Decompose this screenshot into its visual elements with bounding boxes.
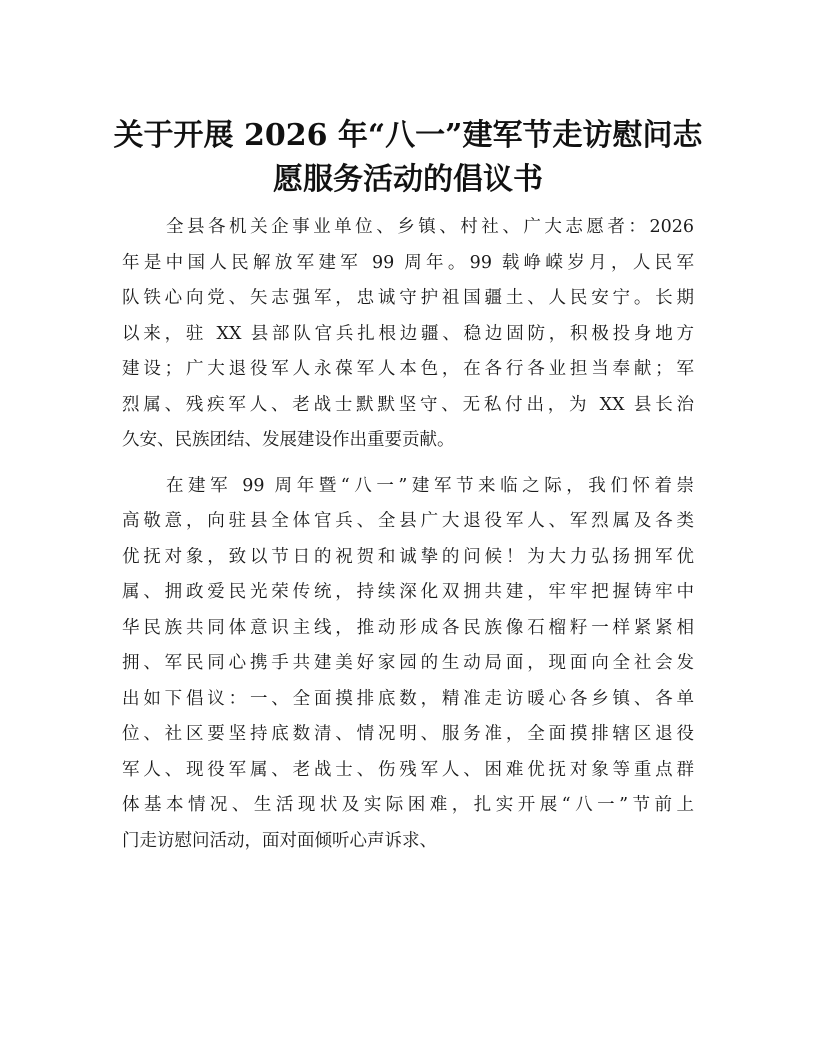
text-line: 体基本情况、生活现状及实际困难，扎实开展“八一”节前上 — [122, 795, 694, 815]
text-line: 在建军 99 周年暨“八一”建军节来临之际，我们怀着崇 — [166, 475, 694, 496]
text-line: 优抚对象，致以节日的祝贺和诚挚的问候！为大力弘扬拥军优 — [122, 546, 694, 567]
text-line: 位、社区要坚持底数清、情况明、服务准，全面摸排辖区退役 — [122, 724, 694, 744]
text-line: 队铁心向党、矢志强军，忠诚守护祖国疆土、人民安宁。长期 — [122, 288, 694, 308]
text-line: 烈属、残疾军人、老战士默默坚守、无私付出，为 XX 县长治 — [122, 394, 694, 415]
text-line: 建设；广大退役军人永葆军人本色，在各行各业担当奉献；军 — [122, 359, 694, 379]
text-line: 门走访慰问活动，面对面倾听心声诉求、 — [122, 830, 437, 851]
document-body — [122, 210, 694, 859]
text-line: 军人、现役军属、老战士、伤残军人、困难优抚对象等重点群 — [122, 759, 694, 780]
text-line: 高敬意，向驻县全体官兵、全县广大退役军人、军烈属及各类 — [122, 511, 694, 531]
title-line: 关于开展 2026 年“八一”建军节走访慰问志 — [113, 118, 703, 153]
text-line: 全县各机关企事业单位、乡镇、村社、广大志愿者：2026 — [166, 217, 694, 237]
text-line: 年是中国人民解放军建军 99 周年。99 载峥嵘岁月，人民军 — [122, 252, 694, 273]
title-line: 愿服务活动的倡议书 — [273, 162, 543, 197]
paragraph-intro — [122, 210, 694, 459]
document-title — [100, 114, 716, 202]
text-line: 以来，驻 XX 县部队官兵扎根边疆、稳边固防，积极投身地方 — [122, 323, 694, 344]
text-line: 出如下倡议：一、全面摸排底数，精准走访暖心各乡镇、各单 — [122, 688, 694, 709]
text-line: 拥、军民同心携手共建美好家园的生动局面，现面向全社会发 — [122, 653, 694, 673]
text-line: 属、拥政爱民光荣传统，持续深化双拥共建，牢牢把握铸牢中 — [122, 582, 694, 602]
text-line: 久安、民族团结、发展建设作出重要贡献。 — [122, 430, 455, 450]
text-line: 华民族共同体意识主线，推动形成各民族像石榴籽一样紧紧相 — [122, 617, 694, 638]
paragraph-initiative — [122, 469, 694, 860]
